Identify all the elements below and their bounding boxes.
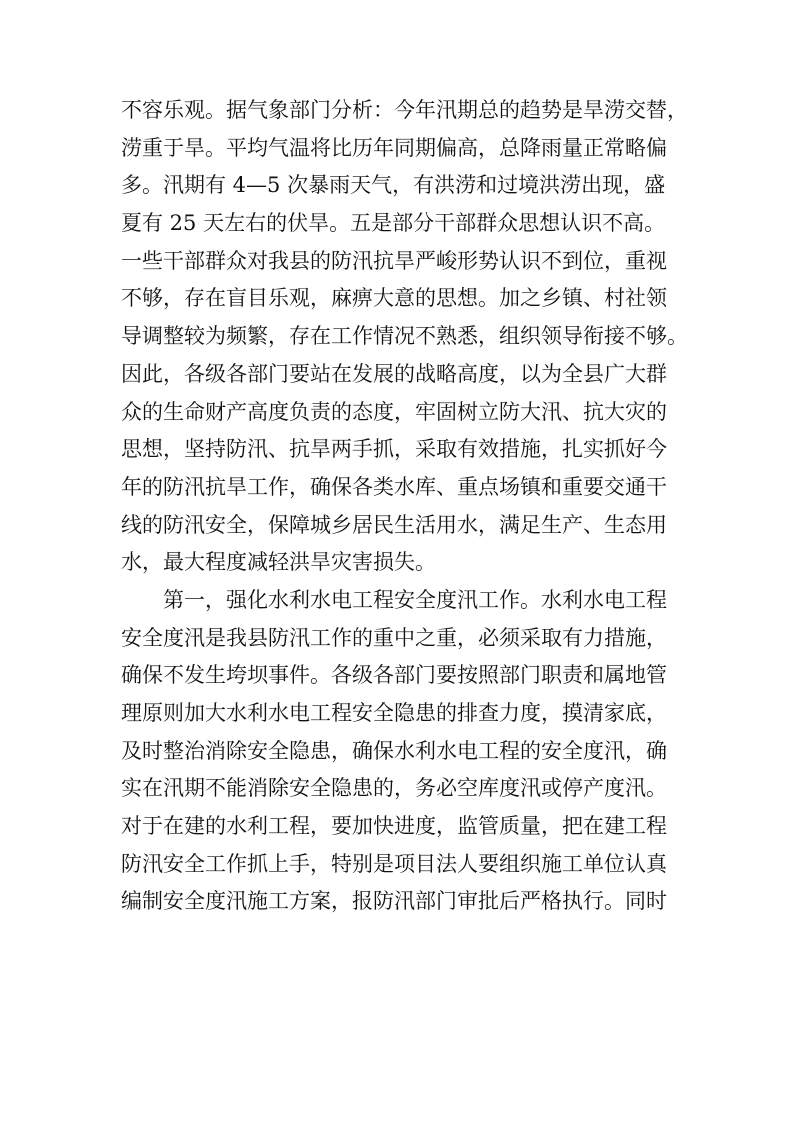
- text-line: 一些干部群众对我县的防汛抗旱严峻形势认识不到位，重视: [121, 248, 667, 273]
- text-line: 年的防汛抗旱工作，确保各类水库、重点场镇和重要交通干: [121, 474, 667, 499]
- text-line: 导调整较为频繁，存在工作情况不熟悉，组织领导衔接不够。: [121, 324, 688, 349]
- text-line: 理原则加大水利水电工程安全隐患的排查力度，摸清家底，: [121, 701, 667, 725]
- text-line: 涝重于旱。平均气温将比历年同期偏高，总降雨量正常略偏: [121, 135, 667, 160]
- text-line: 众的生命财产高度负责的态度，牢固树立防大汛、抗大灾的: [121, 399, 667, 424]
- paragraph-first-line: 第一，强化水利水电工程安全度汛工作。水利水电工程: [163, 587, 667, 612]
- text-line: 编制安全度汛施工方案，报防汛部门审批后严格执行。同时: [121, 889, 667, 914]
- text-line: 实在汛期不能消除安全隐患的，务必空库度汛或停产度汛。: [121, 776, 667, 801]
- text-line: 不容乐观。据气象部门分析：今年汛期总的趋势是旱涝交替，: [121, 98, 688, 122]
- text-line: 思想，坚持防汛、抗旱两手抓，采取有效措施，扎实抓好今: [121, 437, 667, 462]
- text-line: 确保不发生垮坝事件。各级各部门要按照部门职责和属地管: [121, 663, 667, 688]
- text-line: 不够，存在盲目乐观，麻痹大意的思想。加之乡镇、村社领: [121, 286, 667, 311]
- text-line: 线的防汛安全，保障城乡居民生活用水，满足生产、生态用: [121, 512, 667, 537]
- text-line: 及时整治消除安全隐患，确保水利水电工程的安全度汛，确: [121, 738, 667, 763]
- text-line: 对于在建的水利工程，要加快进度，监管质量，把在建工程: [121, 814, 667, 839]
- document-body: [121, 92, 688, 921]
- text-line: 安全度汛是我县防汛工作的重中之重，必须采取有力措施，: [121, 625, 667, 650]
- text-line: 因此，各级各部门要站在发展的战略高度，以为全县广大群: [121, 361, 667, 386]
- text-line: 夏有 25 天左右的伏旱。五是部分干部群众思想认识不高。: [121, 211, 666, 236]
- text-line: 多。汛期有 4—5 次暴雨天气，有洪涝和过境洪涝出现，盛: [121, 173, 666, 198]
- text-line: 防汛安全工作抓上手，特别是项目法人要组织施工单位认真: [121, 851, 667, 876]
- text-line: 水，最大程度减轻洪旱灾害损失。: [121, 550, 436, 575]
